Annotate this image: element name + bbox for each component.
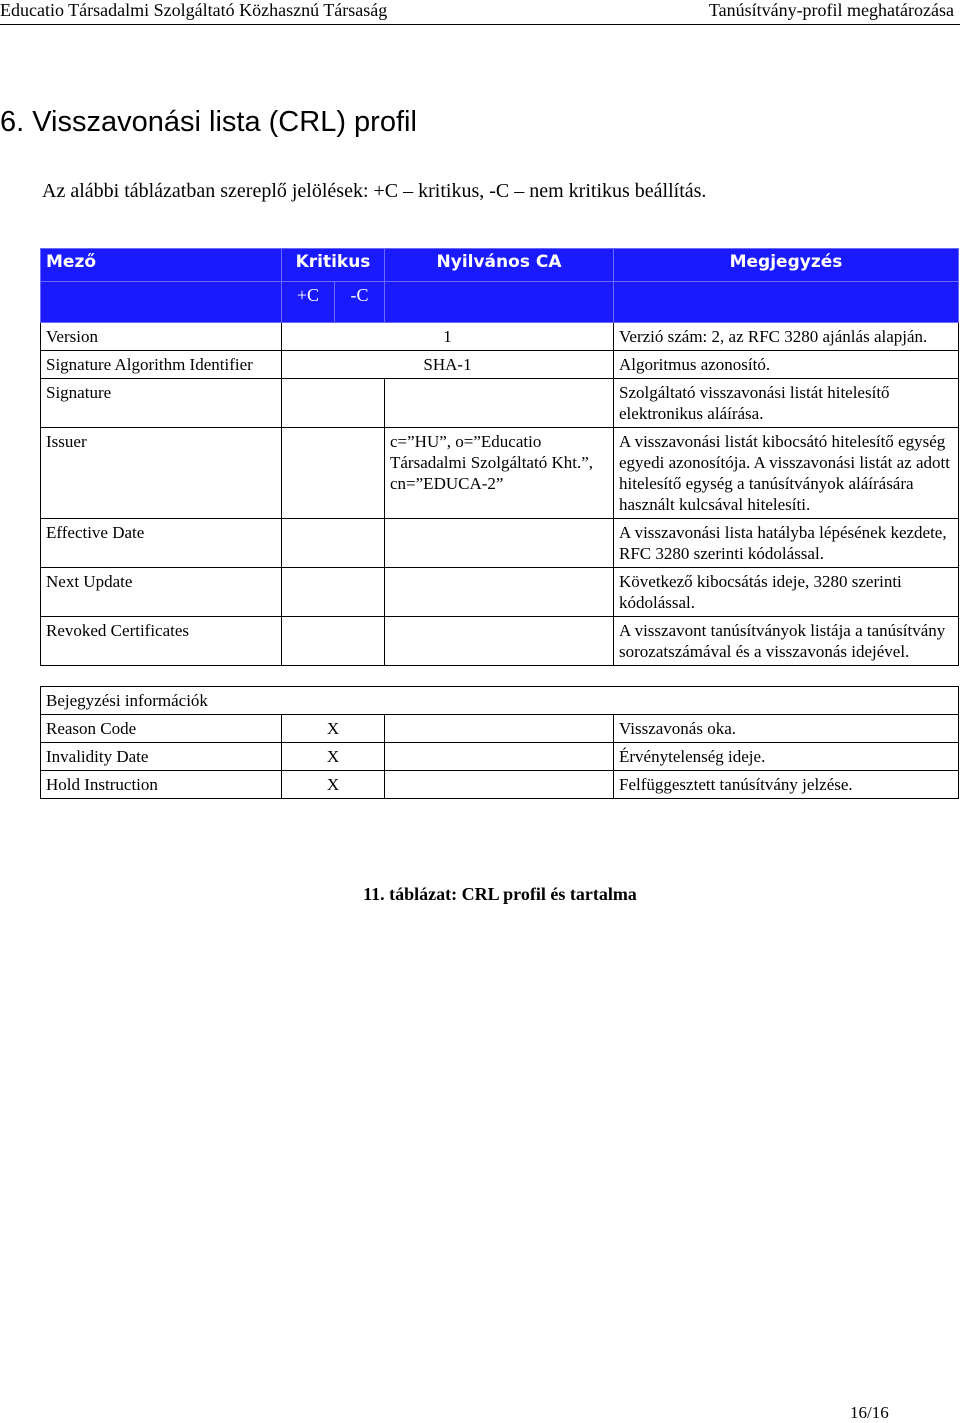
value-cell bbox=[385, 568, 614, 617]
header-field: Mező bbox=[41, 249, 282, 282]
table-row bbox=[41, 771, 959, 799]
note-cell: A visszavont tanúsítványok listája a tanúsítvány sorozatszámával és a visszavonás idejével. bbox=[614, 617, 959, 666]
header-sub-empty bbox=[385, 282, 614, 323]
note-cell: A visszavonási listát kibocsátó hitelesítő egység egyedi azonosítója. A visszavonási listát az adott hitelesítő egység a tanúsítványok aláírására használt kulcsával hitelesíti. bbox=[614, 428, 959, 519]
page-number: 16/16 bbox=[850, 1403, 889, 1422]
table-row bbox=[41, 715, 959, 743]
header-rule bbox=[0, 24, 960, 25]
field-cell: Signature bbox=[41, 379, 282, 428]
value-cell: SHA-1 bbox=[282, 351, 614, 379]
entry-section-title-row bbox=[41, 687, 959, 715]
table-row bbox=[41, 617, 959, 666]
critical-cell bbox=[282, 568, 385, 617]
header-subrow bbox=[41, 282, 959, 323]
value-cell bbox=[385, 519, 614, 568]
critical-mark: X bbox=[282, 771, 385, 799]
entry-section-title: Bejegyzési információk bbox=[41, 687, 959, 715]
critical-cell bbox=[282, 428, 385, 519]
field-cell: Reason Code bbox=[41, 715, 282, 743]
note-cell: Szolgáltató visszavonási listát hitelesítő elektronikus aláírása. bbox=[614, 379, 959, 428]
note-cell: Verzió szám: 2, az RFC 3280 ajánlás alapján. bbox=[614, 323, 959, 351]
running-header-right: Tanúsítvány-profil meghatározása bbox=[708, 0, 954, 20]
table-row bbox=[41, 379, 959, 428]
field-cell: Next Update bbox=[41, 568, 282, 617]
note-cell: Algoritmus azonosító. bbox=[614, 351, 959, 379]
crl-profile-table bbox=[40, 248, 959, 799]
field-cell: Revoked Certificates bbox=[41, 617, 282, 666]
field-cell: Signature Algorithm Identifier bbox=[41, 351, 282, 379]
critical-cell bbox=[282, 379, 385, 428]
field-cell: Version bbox=[41, 323, 282, 351]
field-cell: Issuer bbox=[41, 428, 282, 519]
header-minus-c: -C bbox=[335, 282, 385, 323]
value-cell bbox=[385, 771, 614, 799]
section-title: 6. Visszavonási lista (CRL) profil bbox=[0, 106, 417, 138]
critical-mark: X bbox=[282, 743, 385, 771]
note-cell: Felfüggesztett tanúsítvány jelzése. bbox=[614, 771, 959, 799]
table-row bbox=[41, 428, 959, 519]
field-cell: Hold Instruction bbox=[41, 771, 282, 799]
table-row bbox=[41, 351, 959, 379]
header-sub-empty bbox=[614, 282, 959, 323]
value-cell: c=”HU”, o=”Educatio Társadalmi Szolgáltató Kht.”, cn=”EDUCA-2” bbox=[385, 428, 614, 519]
note-cell: A visszavonási lista hatályba lépésének kezdete, RFC 3280 szerinti kódolással. bbox=[614, 519, 959, 568]
field-cell: Effective Date bbox=[41, 519, 282, 568]
critical-cell bbox=[282, 519, 385, 568]
header-critical: Kritikus bbox=[282, 249, 385, 282]
running-header-left: Educatio Társadalmi Szolgáltató Közhasznú Társaság bbox=[0, 0, 388, 20]
note-cell: Érvénytelenség ideje. bbox=[614, 743, 959, 771]
value-cell bbox=[385, 617, 614, 666]
header-row bbox=[41, 249, 959, 282]
header-sub-empty bbox=[41, 282, 282, 323]
table-row bbox=[41, 519, 959, 568]
table-spacer bbox=[41, 666, 959, 687]
value-cell bbox=[385, 743, 614, 771]
critical-cell bbox=[282, 617, 385, 666]
header-plus-c: +C bbox=[282, 282, 335, 323]
value-cell bbox=[385, 379, 614, 428]
table-caption: 11. táblázat: CRL profil és tartalma bbox=[363, 884, 637, 904]
table-row bbox=[41, 323, 959, 351]
header-note: Megjegyzés bbox=[614, 249, 959, 282]
table-row bbox=[41, 568, 959, 617]
note-cell: Következő kibocsátás ideje, 3280 szerinti kódolással. bbox=[614, 568, 959, 617]
table-row bbox=[41, 743, 959, 771]
note-cell: Visszavonás oka. bbox=[614, 715, 959, 743]
value-cell bbox=[385, 715, 614, 743]
intro-paragraph: Az alábbi táblázatban szereplő jelölések: +C – kritikus, -C – nem kritikus beállítás. bbox=[42, 180, 707, 202]
header-public-ca: Nyilvános CA bbox=[385, 249, 614, 282]
field-cell: Invalidity Date bbox=[41, 743, 282, 771]
value-cell: 1 bbox=[282, 323, 614, 351]
critical-mark: X bbox=[282, 715, 385, 743]
